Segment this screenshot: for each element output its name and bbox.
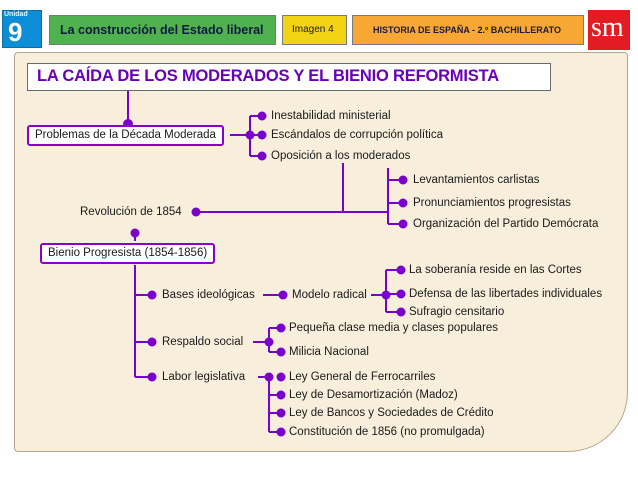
node-legislation: Labor legislativa bbox=[162, 371, 246, 383]
node-support: Respaldo social bbox=[162, 336, 244, 348]
node-scandals: Escándalos de corrupción política bbox=[271, 129, 443, 141]
unit-label: Unidad bbox=[4, 11, 28, 18]
node-bases: Bases ideológicas bbox=[162, 289, 255, 301]
node-instability: Inestabilidad ministerial bbox=[271, 110, 391, 122]
node-problems: Problemas de la Década Moderada bbox=[27, 125, 224, 146]
node-democratic-party: Organización del Partido Demócrata bbox=[413, 218, 599, 230]
node-sovereignty: La soberanía reside en las Cortes bbox=[409, 264, 582, 276]
node-liberties: Defensa de las libertades individuales bbox=[409, 288, 603, 300]
node-banks-law: Ley de Bancos y Sociedades de Crédito bbox=[289, 407, 494, 419]
chapter-title: La construcción del Estado liberal bbox=[60, 23, 264, 37]
node-progressive-pronouncements: Pronunciamientos progresistas bbox=[413, 197, 571, 209]
node-middle-class: Pequeña clase media y clases populares bbox=[289, 322, 499, 334]
node-militia: Milicia Nacional bbox=[289, 346, 369, 358]
node-suffrage: Sufragio censitario bbox=[409, 306, 505, 318]
node-bienio: Bienio Progresista (1854-1856) bbox=[40, 243, 215, 264]
unit-number: 9 bbox=[8, 17, 23, 47]
image-label: Imagen 4 bbox=[292, 24, 334, 35]
node-confiscation-law: Ley de Desamortización (Madoz) bbox=[289, 389, 458, 401]
node-railways-law: Ley General de Ferrocarriles bbox=[289, 371, 436, 383]
node-opposition: Oposición a los moderados bbox=[271, 150, 411, 162]
node-revolution: Revolución de 1854 bbox=[80, 206, 182, 218]
logo-text: sm bbox=[591, 12, 624, 43]
node-constitution-1856: Constitución de 1856 (no promulgada) bbox=[289, 426, 485, 438]
main-title: LA CAÍDA DE LOS MODERADOS Y EL BIENIO REFORMISTA bbox=[37, 67, 499, 85]
node-model: Modelo radical bbox=[292, 289, 367, 301]
node-carlist-uprisings: Levantamientos carlistas bbox=[413, 174, 540, 186]
course-label: HISTORIA DE ESPAÑA - 2.º BACHILLERATO bbox=[373, 25, 561, 35]
